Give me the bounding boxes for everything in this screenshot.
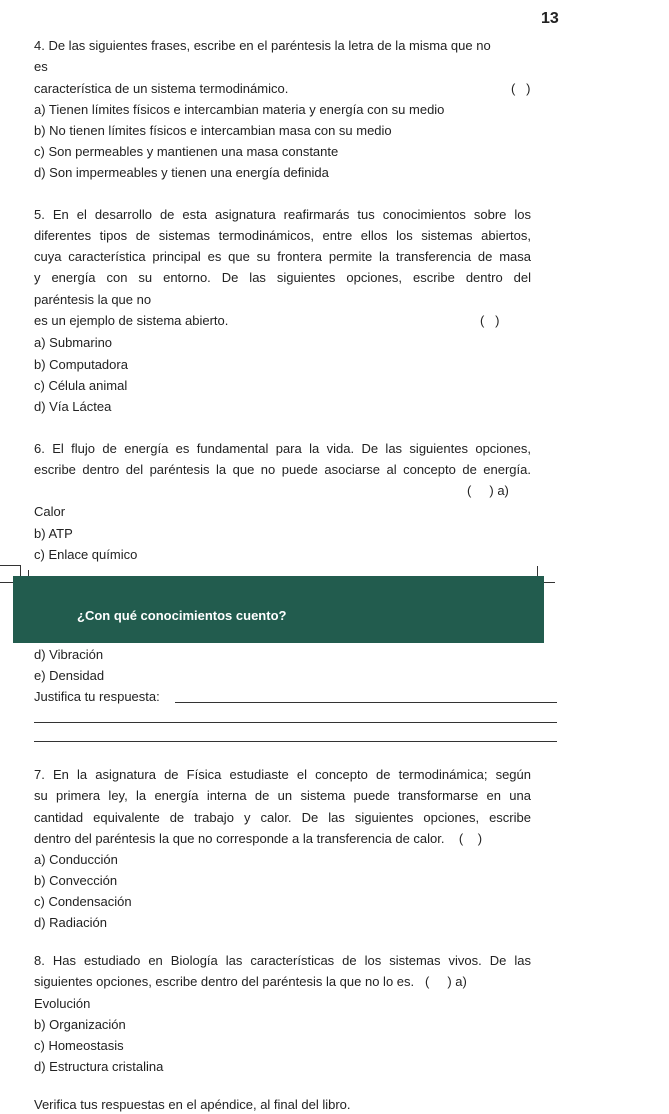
q5-answer-paren[interactable]: ( ) — [480, 313, 500, 328]
q8-option-d: d) Estructura cristalina — [34, 1059, 164, 1074]
q6-option-b: b) ATP — [34, 526, 73, 541]
q6-line-2: escribe dentro del paréntesis la que no puede asociarse al concepto de energía. — [34, 462, 531, 477]
q6-line-1: 6. El flujo de energía es fundamental para la vida. De las siguientes opciones, — [34, 441, 531, 456]
q4-option-a: a) Tienen límites físicos e intercambian materia y energía con su medio — [34, 102, 445, 117]
q4-answer-paren[interactable]: ( ) — [511, 81, 531, 96]
crop-mark-left-h — [0, 565, 20, 566]
q6-option-a: Calor — [34, 504, 66, 519]
q5-line-1: 5. En el desarrollo de esta asignatura reafirmarás tus conocimientos sobre los — [34, 207, 531, 222]
q4-line-2: es — [34, 59, 48, 74]
q5-line-5: paréntesis la que no — [34, 292, 152, 307]
q8-option-b: b) Organización — [34, 1017, 126, 1032]
q5-line-4: y energía con su entorno. De las siguientes opciones, escribe dentro del — [34, 270, 531, 285]
q6-justify-label: Justifica tu respuesta: — [34, 689, 160, 704]
q5-option-b: b) Computadora — [34, 357, 128, 372]
q7-line-1: 7. En la asignatura de Física estudiaste el concepto de termodinámica; según — [34, 767, 531, 782]
q5-line-3: cuya característica principal es que su frontera permite la transferencia de masa — [34, 249, 531, 264]
justify-line-1[interactable] — [175, 702, 557, 703]
q7-line-4: dentro del paréntesis la que no corresponde a la transferencia de calor. ( ) — [34, 831, 483, 846]
q4-line-3: característica de un sistema termodinámico. — [34, 81, 289, 96]
q5-option-d: d) Vía Láctea — [34, 399, 112, 414]
q6-answer-paren[interactable]: ( ) a) — [467, 483, 509, 498]
q6-option-e: e) Densidad — [34, 668, 105, 683]
banner-title: ¿Con qué conocimientos cuento? — [77, 608, 287, 623]
q5-option-c: c) Célula animal — [34, 378, 128, 393]
q7-option-c: c) Condensación — [34, 894, 132, 909]
q5-line-6: es un ejemplo de sistema abierto. — [34, 313, 229, 328]
page-number: 13 — [541, 10, 559, 27]
justify-line-3[interactable] — [34, 741, 557, 742]
q4-option-b: b) No tienen límites físicos e intercambian masa con su medio — [34, 123, 392, 138]
q4-option-d: d) Son impermeables y tienen una energía definida — [34, 165, 329, 180]
q7-option-a: a) Conducción — [34, 852, 118, 867]
q8-option-c: c) Homeostasis — [34, 1038, 124, 1053]
q5-line-2: diferentes tipos de sistemas termodinámicos, entre ellos los sistemas abiertos, — [34, 228, 531, 243]
q5-option-a: a) Submarino — [34, 335, 113, 350]
q8-line-2: siguientes opciones, escribe dentro del paréntesis la que no lo es. ( ) a) — [34, 974, 467, 989]
q7-line-2: su primera ley, la energía interna de un sistema puede transformarse en una — [34, 788, 531, 803]
q7-option-d: d) Radiación — [34, 915, 107, 930]
q8-line-1: 8. Has estudiado en Biología las características de los sistemas vivos. De las — [34, 953, 531, 968]
q4-line-1: 4. De las siguientes frases, escribe en el paréntesis la letra de la misma que no — [34, 38, 491, 53]
q7-option-b: b) Convección — [34, 873, 118, 888]
q7-line-3: cantidad equivalente de trabajo y calor. De las siguientes opciones, escribe — [34, 810, 531, 825]
q6-option-c: c) Enlace químico — [34, 547, 138, 562]
q4-option-c: c) Son permeables y mantienen una masa constante — [34, 144, 339, 159]
q8-line-3: Evolución — [34, 996, 91, 1011]
page-footer: Verifica tus respuestas en el apéndice, al final del libro. — [34, 1097, 351, 1112]
q6-option-d: d) Vibración — [34, 647, 104, 662]
justify-line-2[interactable] — [34, 722, 557, 723]
